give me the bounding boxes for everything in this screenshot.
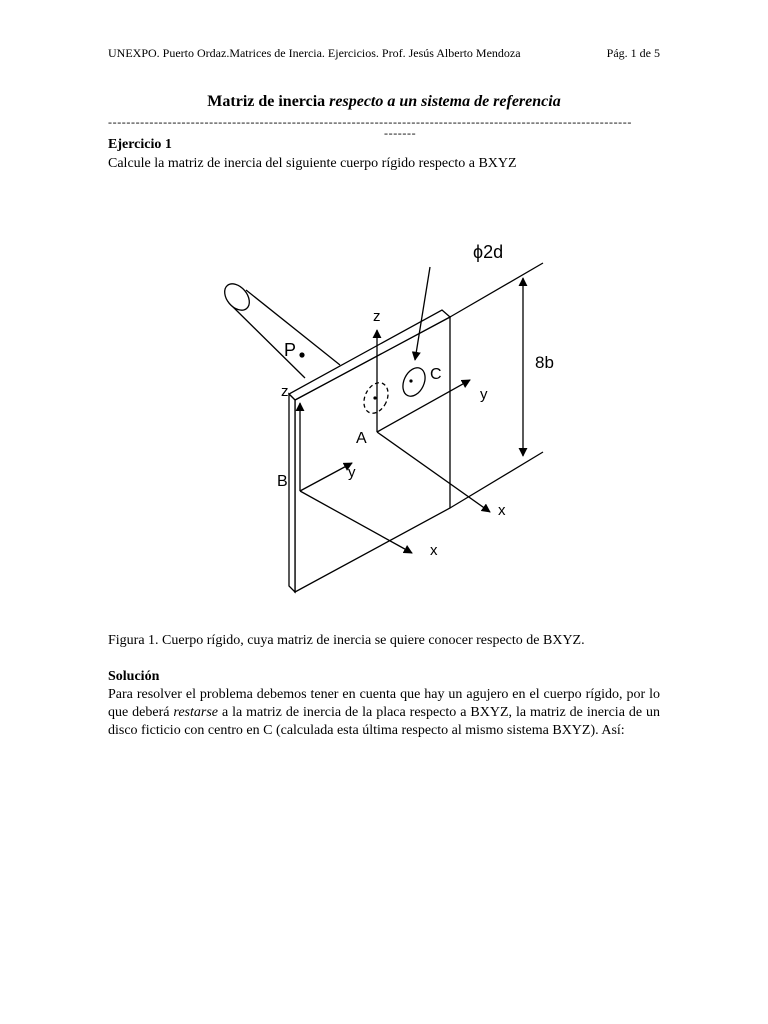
solution-text-1: Para resolver el problema debemos tener en cuenta que hay un agujero en el cuerpo rígido, por lo que deberá xyxy=(108,687,660,720)
label-axis-z-b: z xyxy=(281,383,289,400)
shaft xyxy=(220,279,340,378)
solution-paragraph xyxy=(108,686,660,740)
label-axis-x-b: x xyxy=(430,542,438,559)
title-italic: respecto a un sistema de referencia xyxy=(329,93,561,110)
figure-caption: Figura 1. Cuerpo rígido, cuya matriz de inercia se quiere conocer respecto de BXYZ. xyxy=(108,633,585,648)
plate xyxy=(289,310,450,592)
label-axis-y-b: y xyxy=(348,464,356,481)
exercise-statement: Calcule la matriz de inercia del siguiente cuerpo rígido respecto a BXYZ xyxy=(108,156,517,171)
label-diameter: ϕ2d xyxy=(473,242,504,262)
point-c-dot xyxy=(409,379,412,382)
page-title xyxy=(0,93,768,111)
page-number: Pág. 1 de 5 xyxy=(606,46,660,60)
label-point-a: A xyxy=(356,430,367,447)
title-plain: Matriz de inercia xyxy=(207,93,326,110)
point-hole-dot xyxy=(373,396,376,399)
label-point-b: B xyxy=(277,473,288,490)
solution-text-2: a la matriz de inercia de la placa respecto a BXYZ, la matriz de inercia de un disco ficticio con centro en C (calculada esta última respecto al mismo sistema BXYZ). Así: xyxy=(108,705,660,738)
rigid-body-figure xyxy=(190,170,580,620)
label-axis-z-a: z xyxy=(373,308,381,325)
label-point-c: C xyxy=(430,366,442,383)
label-axis-x-a: x xyxy=(498,502,506,519)
divider-line-tail: ------- xyxy=(384,126,417,140)
point-p-dot xyxy=(299,352,304,357)
solution-heading: Solución xyxy=(108,669,160,684)
divider-line: ------------------------------------------------------------------------------------------------------------------ xyxy=(108,115,632,129)
solution-text-italic: restarse xyxy=(173,705,218,720)
exercise-heading: Ejercicio 1 xyxy=(108,137,172,152)
dimension-8b xyxy=(450,263,543,508)
label-point-p: P xyxy=(284,340,297,360)
label-axis-y-a: y xyxy=(480,386,488,403)
label-height: 8b xyxy=(535,353,554,372)
header-left: UNEXPO. Puerto Ordaz.Matrices de Inercia. Ejercicios. Prof. Jesús Alberto Mendoza xyxy=(108,46,521,60)
